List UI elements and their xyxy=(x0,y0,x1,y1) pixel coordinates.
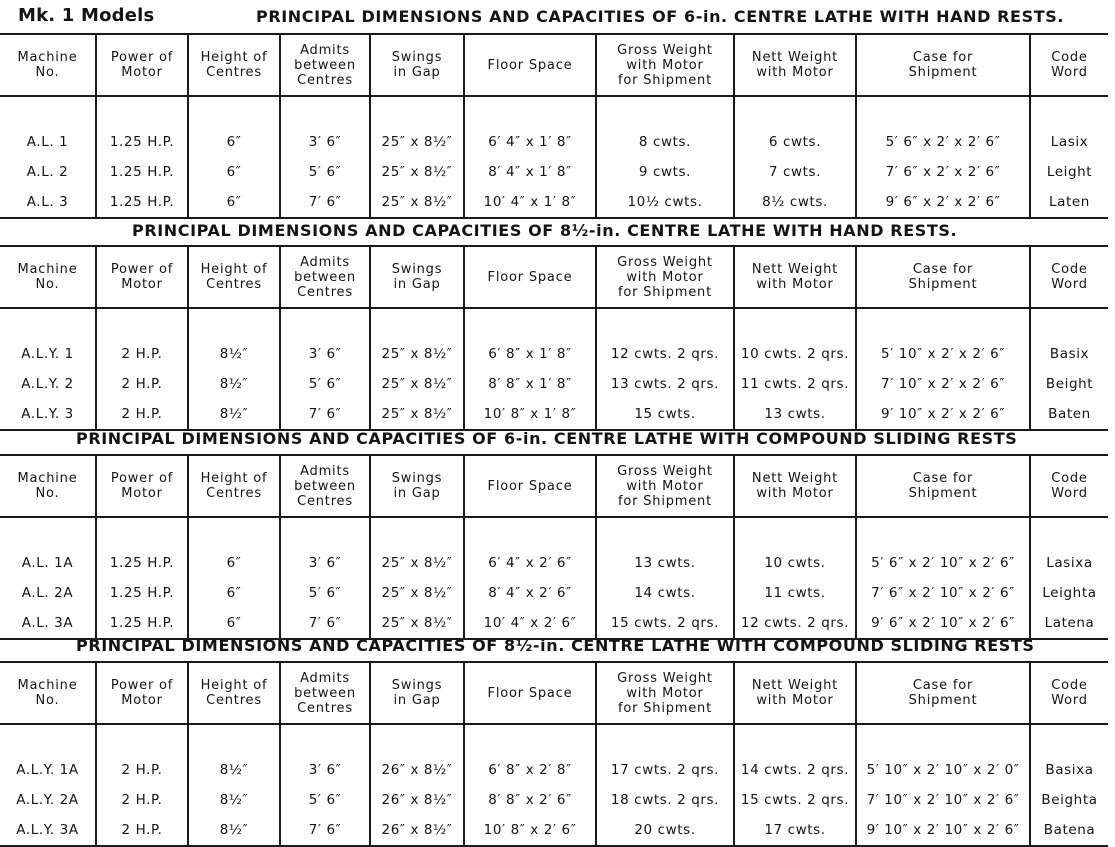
cell-gross-weight: 18 cwts. 2 qrs. xyxy=(596,785,734,815)
cell-shipment-case: 5′ 10″ x 2′ x 2′ 6″ xyxy=(856,339,1030,369)
cell-motor-power: 2 H.P. xyxy=(96,785,188,815)
cell-floor-space: 6′ 4″ x 1′ 8″ xyxy=(464,127,596,157)
spacer-cell xyxy=(856,724,1030,755)
spacer-cell xyxy=(370,724,464,755)
cell-swings-in-gap: 26″ x 8½″ xyxy=(370,785,464,815)
cell-swings-in-gap: 25″ x 8½″ xyxy=(370,339,464,369)
cell-floor-space: 6′ 8″ x 2′ 8″ xyxy=(464,755,596,785)
spacer-cell xyxy=(734,724,856,755)
col-header-centre-height: Height of Centres xyxy=(188,246,280,308)
cell-nett-weight: 15 cwts. 2 qrs. xyxy=(734,785,856,815)
col-header-floor-space: Floor Space xyxy=(464,662,596,724)
cell-shipment-case: 7′ 10″ x 2′ x 2′ 6″ xyxy=(856,369,1030,399)
cell-motor-power: 1.25 H.P. xyxy=(96,127,188,157)
cell-floor-space: 8′ 4″ x 1′ 8″ xyxy=(464,157,596,187)
spec-table-1 xyxy=(0,33,1108,219)
cell-centre-height: 6″ xyxy=(188,548,280,578)
cell-gross-weight: 12 cwts. 2 qrs. xyxy=(596,339,734,369)
col-header-shipment-case: Case for Shipment xyxy=(856,662,1030,724)
spacer-cell xyxy=(280,308,370,339)
table-row xyxy=(0,369,1108,399)
col-header-floor-space: Floor Space xyxy=(464,34,596,96)
cell-centre-height: 8½″ xyxy=(188,815,280,846)
header-row xyxy=(0,34,1108,96)
cell-swings-in-gap: 26″ x 8½″ xyxy=(370,755,464,785)
cell-motor-power: 2 H.P. xyxy=(96,815,188,846)
col-header-code-word: Code Word xyxy=(1030,662,1108,724)
spacer-cell xyxy=(280,517,370,548)
cell-shipment-case: 9′ 6″ x 2′ x 2′ 6″ xyxy=(856,187,1030,218)
table-row xyxy=(0,815,1108,846)
spec-table-2 xyxy=(0,245,1108,431)
cell-centre-height: 6″ xyxy=(188,157,280,187)
col-header-nett-weight: Nett Weight with Motor xyxy=(734,455,856,517)
cell-machine-no: A.L. 2A xyxy=(0,578,96,608)
cell-shipment-case: 9′ 10″ x 2′ 10″ x 2′ 6″ xyxy=(856,815,1030,846)
cell-motor-power: 1.25 H.P. xyxy=(96,187,188,218)
col-header-code-word: Code Word xyxy=(1030,34,1108,96)
section-title-4: PRINCIPAL DIMENSIONS AND CAPACITIES OF 8½-in. CENTRE LATHE WITH COMPOUND SLIDING RESTS xyxy=(76,636,1035,655)
header-row xyxy=(0,246,1108,308)
cell-motor-power: 1.25 H.P. xyxy=(96,608,188,639)
cell-gross-weight: 8 cwts. xyxy=(596,127,734,157)
spacer-row xyxy=(0,308,1108,339)
table-row xyxy=(0,187,1108,218)
col-header-machine-no: Machine No. xyxy=(0,246,96,308)
cell-shipment-case: 9′ 6″ x 2′ 10″ x 2′ 6″ xyxy=(856,608,1030,639)
spacer-cell xyxy=(856,308,1030,339)
cell-floor-space: 10′ 4″ x 1′ 8″ xyxy=(464,187,596,218)
spec-table-4 xyxy=(0,661,1108,847)
cell-motor-power: 2 H.P. xyxy=(96,755,188,785)
cell-code-word: Basixa xyxy=(1045,762,1094,778)
col-header-motor-power: Power of Motor xyxy=(96,34,188,96)
col-header-centre-height: Height of Centres xyxy=(188,34,280,96)
cell-gross-weight: 20 cwts. xyxy=(596,815,734,846)
cell-centre-height: 6″ xyxy=(188,127,280,157)
cell-machine-no: A.L. 1A xyxy=(0,548,96,578)
spacer-cell xyxy=(464,517,596,548)
table-row xyxy=(0,548,1108,578)
cell-nett-weight: 17 cwts. xyxy=(734,815,856,846)
cell-admits-between-centres: 7′ 6″ xyxy=(280,608,370,639)
col-header-swings-in-gap: Swings in Gap xyxy=(370,662,464,724)
spacer-cell xyxy=(370,517,464,548)
cell-floor-space: 6′ 4″ x 2′ 6″ xyxy=(464,548,596,578)
spacer-cell xyxy=(96,724,188,755)
spacer-cell xyxy=(596,96,734,127)
col-header-floor-space: Floor Space xyxy=(464,246,596,308)
col-header-swings-in-gap: Swings in Gap xyxy=(370,34,464,96)
spacer-row xyxy=(0,96,1108,127)
col-header-gross-weight: Gross Weight with Motor for Shipment xyxy=(596,455,734,517)
spacer-cell xyxy=(464,96,596,127)
cell-floor-space: 8′ 8″ x 2′ 6″ xyxy=(464,785,596,815)
spacer-cell xyxy=(1030,96,1108,127)
spacer-cell xyxy=(0,96,96,127)
cell-code-word: Batena xyxy=(1043,822,1096,838)
cell-gross-weight: 13 cwts. xyxy=(596,548,734,578)
spacer-cell xyxy=(1030,308,1108,339)
spacer-cell xyxy=(188,724,280,755)
table-row xyxy=(0,755,1108,785)
cell-nett-weight: 11 cwts. 2 qrs. xyxy=(734,369,856,399)
cell-centre-height: 8½″ xyxy=(188,339,280,369)
cell-floor-space: 6′ 8″ x 1′ 8″ xyxy=(464,339,596,369)
spec-table-3 xyxy=(0,454,1108,640)
table-row xyxy=(0,608,1108,639)
cell-code-word: Baten xyxy=(1048,406,1091,422)
table-row xyxy=(0,578,1108,608)
table-row xyxy=(0,127,1108,157)
cell-swings-in-gap: 25″ x 8½″ xyxy=(370,187,464,218)
cell-machine-no: A.L.Y. 3 xyxy=(0,399,96,430)
cell-gross-weight: 13 cwts. 2 qrs. xyxy=(596,369,734,399)
col-header-shipment-case: Case for Shipment xyxy=(856,34,1030,96)
spacer-cell xyxy=(188,517,280,548)
col-header-admits-between-centres: Admits between Centres xyxy=(280,662,370,724)
col-header-nett-weight: Nett Weight with Motor xyxy=(734,34,856,96)
col-header-shipment-case: Case for Shipment xyxy=(856,455,1030,517)
spacer-cell xyxy=(1030,517,1108,548)
cell-swings-in-gap: 25″ x 8½″ xyxy=(370,369,464,399)
spacer-cell xyxy=(856,96,1030,127)
cell-centre-height: 8½″ xyxy=(188,399,280,430)
cell-gross-weight: 14 cwts. xyxy=(596,578,734,608)
section-title-1: PRINCIPAL DIMENSIONS AND CAPACITIES OF 6-in. CENTRE LATHE WITH HAND RESTS. xyxy=(256,7,1065,26)
col-header-nett-weight: Nett Weight with Motor xyxy=(734,662,856,724)
cell-swings-in-gap: 25″ x 8½″ xyxy=(370,608,464,639)
section-title-3: PRINCIPAL DIMENSIONS AND CAPACITIES OF 6-in. CENTRE LATHE WITH COMPOUND SLIDING RESTS xyxy=(76,429,1018,448)
spacer-cell xyxy=(464,308,596,339)
cell-centre-height: 6″ xyxy=(188,608,280,639)
cell-shipment-case: 5′ 6″ x 2′ 10″ x 2′ 6″ xyxy=(856,548,1030,578)
cell-floor-space: 8′ 4″ x 2′ 6″ xyxy=(464,578,596,608)
cell-admits-between-centres: 5′ 6″ xyxy=(280,578,370,608)
cell-centre-height: 6″ xyxy=(188,578,280,608)
cell-floor-space: 10′ 4″ x 2′ 6″ xyxy=(464,608,596,639)
col-header-admits-between-centres: Admits between Centres xyxy=(280,246,370,308)
spacer-cell xyxy=(596,724,734,755)
spacer-cell xyxy=(734,96,856,127)
cell-nett-weight: 8½ cwts. xyxy=(734,187,856,218)
cell-motor-power: 1.25 H.P. xyxy=(96,157,188,187)
spacer-cell xyxy=(96,96,188,127)
cell-gross-weight: 15 cwts. xyxy=(596,399,734,430)
spacer-cell xyxy=(596,517,734,548)
cell-swings-in-gap: 25″ x 8½″ xyxy=(370,127,464,157)
col-header-motor-power: Power of Motor xyxy=(96,662,188,724)
col-header-gross-weight: Gross Weight with Motor for Shipment xyxy=(596,246,734,308)
cell-nett-weight: 11 cwts. xyxy=(734,578,856,608)
spacer-cell xyxy=(596,308,734,339)
spacer-cell xyxy=(96,308,188,339)
col-header-machine-no: Machine No. xyxy=(0,455,96,517)
table-row xyxy=(0,785,1108,815)
spacer-cell xyxy=(0,308,96,339)
cell-motor-power: 1.25 H.P. xyxy=(96,548,188,578)
col-header-code-word: Code Word xyxy=(1030,455,1108,517)
cell-gross-weight: 15 cwts. 2 qrs. xyxy=(596,608,734,639)
col-header-centre-height: Height of Centres xyxy=(188,662,280,724)
col-header-machine-no: Machine No. xyxy=(0,34,96,96)
cell-shipment-case: 5′ 6″ x 2′ x 2′ 6″ xyxy=(856,127,1030,157)
header-row xyxy=(0,455,1108,517)
spacer-cell xyxy=(96,517,188,548)
cell-gross-weight: 9 cwts. xyxy=(596,157,734,187)
cell-motor-power: 2 H.P. xyxy=(96,369,188,399)
cell-nett-weight: 13 cwts. xyxy=(734,399,856,430)
spacer-row xyxy=(0,517,1108,548)
header-row xyxy=(0,662,1108,724)
cell-machine-no: A.L. 2 xyxy=(0,157,96,187)
cell-gross-weight: 17 cwts. 2 qrs. xyxy=(596,755,734,785)
col-header-machine-no: Machine No. xyxy=(0,662,96,724)
cell-machine-no: A.L. 3A xyxy=(0,608,96,639)
cell-shipment-case: 5′ 10″ x 2′ 10″ x 2′ 0″ xyxy=(856,755,1030,785)
cell-motor-power: 2 H.P. xyxy=(96,339,188,369)
col-header-admits-between-centres: Admits between Centres xyxy=(280,34,370,96)
col-header-code-word: Code Word xyxy=(1030,246,1108,308)
col-header-gross-weight: Gross Weight with Motor for Shipment xyxy=(596,34,734,96)
table-row xyxy=(0,157,1108,187)
cell-shipment-case: 7′ 10″ x 2′ 10″ x 2′ 6″ xyxy=(856,785,1030,815)
cell-machine-no: A.L.Y. 3A xyxy=(0,815,96,846)
cell-centre-height: 6″ xyxy=(188,187,280,218)
cell-floor-space: 10′ 8″ x 1′ 8″ xyxy=(464,399,596,430)
cell-floor-space: 8′ 8″ x 1′ 8″ xyxy=(464,369,596,399)
col-header-gross-weight: Gross Weight with Motor for Shipment xyxy=(596,662,734,724)
spacer-cell xyxy=(370,308,464,339)
cell-nett-weight: 7 cwts. xyxy=(734,157,856,187)
col-header-centre-height: Height of Centres xyxy=(188,455,280,517)
cell-admits-between-centres: 3′ 6″ xyxy=(280,755,370,785)
cell-swings-in-gap: 25″ x 8½″ xyxy=(370,548,464,578)
cell-code-word: Leighta xyxy=(1042,585,1097,601)
section-title-2: PRINCIPAL DIMENSIONS AND CAPACITIES OF 8½-in. CENTRE LATHE WITH HAND RESTS. xyxy=(132,221,958,240)
cell-centre-height: 8½″ xyxy=(188,755,280,785)
cell-centre-height: 8½″ xyxy=(188,369,280,399)
cell-shipment-case: 7′ 6″ x 2′ x 2′ 6″ xyxy=(856,157,1030,187)
cell-admits-between-centres: 3′ 6″ xyxy=(280,548,370,578)
col-header-swings-in-gap: Swings in Gap xyxy=(370,246,464,308)
cell-code-word: Basix xyxy=(1049,346,1090,362)
col-header-shipment-case: Case for Shipment xyxy=(856,246,1030,308)
col-header-admits-between-centres: Admits between Centres xyxy=(280,455,370,517)
cell-motor-power: 2 H.P. xyxy=(96,399,188,430)
cell-nett-weight: 12 cwts. 2 qrs. xyxy=(734,608,856,639)
cell-machine-no: A.L.Y. 2A xyxy=(0,785,96,815)
cell-admits-between-centres: 7′ 6″ xyxy=(280,399,370,430)
cell-code-word: Latena xyxy=(1044,615,1095,631)
table-row xyxy=(0,339,1108,369)
cell-machine-no: A.L.Y. 2 xyxy=(0,369,96,399)
cell-nett-weight: 10 cwts. xyxy=(734,548,856,578)
cell-admits-between-centres: 3′ 6″ xyxy=(280,339,370,369)
cell-machine-no: A.L.Y. 1A xyxy=(0,755,96,785)
spacer-cell xyxy=(280,96,370,127)
spacer-cell xyxy=(734,308,856,339)
col-header-motor-power: Power of Motor xyxy=(96,455,188,517)
spacer-row xyxy=(0,724,1108,755)
cell-nett-weight: 14 cwts. 2 qrs. xyxy=(734,755,856,785)
cell-nett-weight: 6 cwts. xyxy=(734,127,856,157)
cell-gross-weight: 10½ cwts. xyxy=(596,187,734,218)
col-header-motor-power: Power of Motor xyxy=(96,246,188,308)
cell-swings-in-gap: 25″ x 8½″ xyxy=(370,399,464,430)
cell-swings-in-gap: 25″ x 8½″ xyxy=(370,578,464,608)
spacer-cell xyxy=(1030,724,1108,755)
col-header-floor-space: Floor Space xyxy=(464,455,596,517)
cell-shipment-case: 7′ 6″ x 2′ 10″ x 2′ 6″ xyxy=(856,578,1030,608)
cell-code-word: Lasix xyxy=(1050,134,1089,150)
cell-machine-no: A.L. 1 xyxy=(0,127,96,157)
cell-machine-no: A.L.Y. 1 xyxy=(0,339,96,369)
cell-admits-between-centres: 7′ 6″ xyxy=(280,187,370,218)
table-row xyxy=(0,399,1108,430)
spacer-cell xyxy=(856,517,1030,548)
spacer-cell xyxy=(0,517,96,548)
cell-admits-between-centres: 5′ 6″ xyxy=(280,157,370,187)
spacer-cell xyxy=(188,96,280,127)
cell-machine-no: A.L. 3 xyxy=(0,187,96,218)
cell-swings-in-gap: 25″ x 8½″ xyxy=(370,157,464,187)
cell-admits-between-centres: 5′ 6″ xyxy=(280,369,370,399)
col-header-swings-in-gap: Swings in Gap xyxy=(370,455,464,517)
cell-code-word: Leight xyxy=(1046,164,1093,180)
spacer-cell xyxy=(0,724,96,755)
cell-floor-space: 10′ 8″ x 2′ 6″ xyxy=(464,815,596,846)
spacer-cell xyxy=(188,308,280,339)
cell-motor-power: 1.25 H.P. xyxy=(96,578,188,608)
spacer-cell xyxy=(464,724,596,755)
cell-admits-between-centres: 5′ 6″ xyxy=(280,785,370,815)
cell-admits-between-centres: 3′ 6″ xyxy=(280,127,370,157)
cell-shipment-case: 9′ 10″ x 2′ x 2′ 6″ xyxy=(856,399,1030,430)
cell-code-word: Laten xyxy=(1049,194,1090,210)
cell-code-word: Beight xyxy=(1045,376,1094,392)
spacer-cell xyxy=(734,517,856,548)
cell-admits-between-centres: 7′ 6″ xyxy=(280,815,370,846)
cell-code-word: Lasixa xyxy=(1046,555,1093,571)
model-label: Mk. 1 Models xyxy=(18,5,155,26)
col-header-nett-weight: Nett Weight with Motor xyxy=(734,246,856,308)
cell-swings-in-gap: 26″ x 8½″ xyxy=(370,815,464,846)
spacer-cell xyxy=(280,724,370,755)
cell-code-word: Beighta xyxy=(1041,792,1098,808)
cell-centre-height: 8½″ xyxy=(188,785,280,815)
cell-nett-weight: 10 cwts. 2 qrs. xyxy=(734,339,856,369)
spacer-cell xyxy=(370,96,464,127)
